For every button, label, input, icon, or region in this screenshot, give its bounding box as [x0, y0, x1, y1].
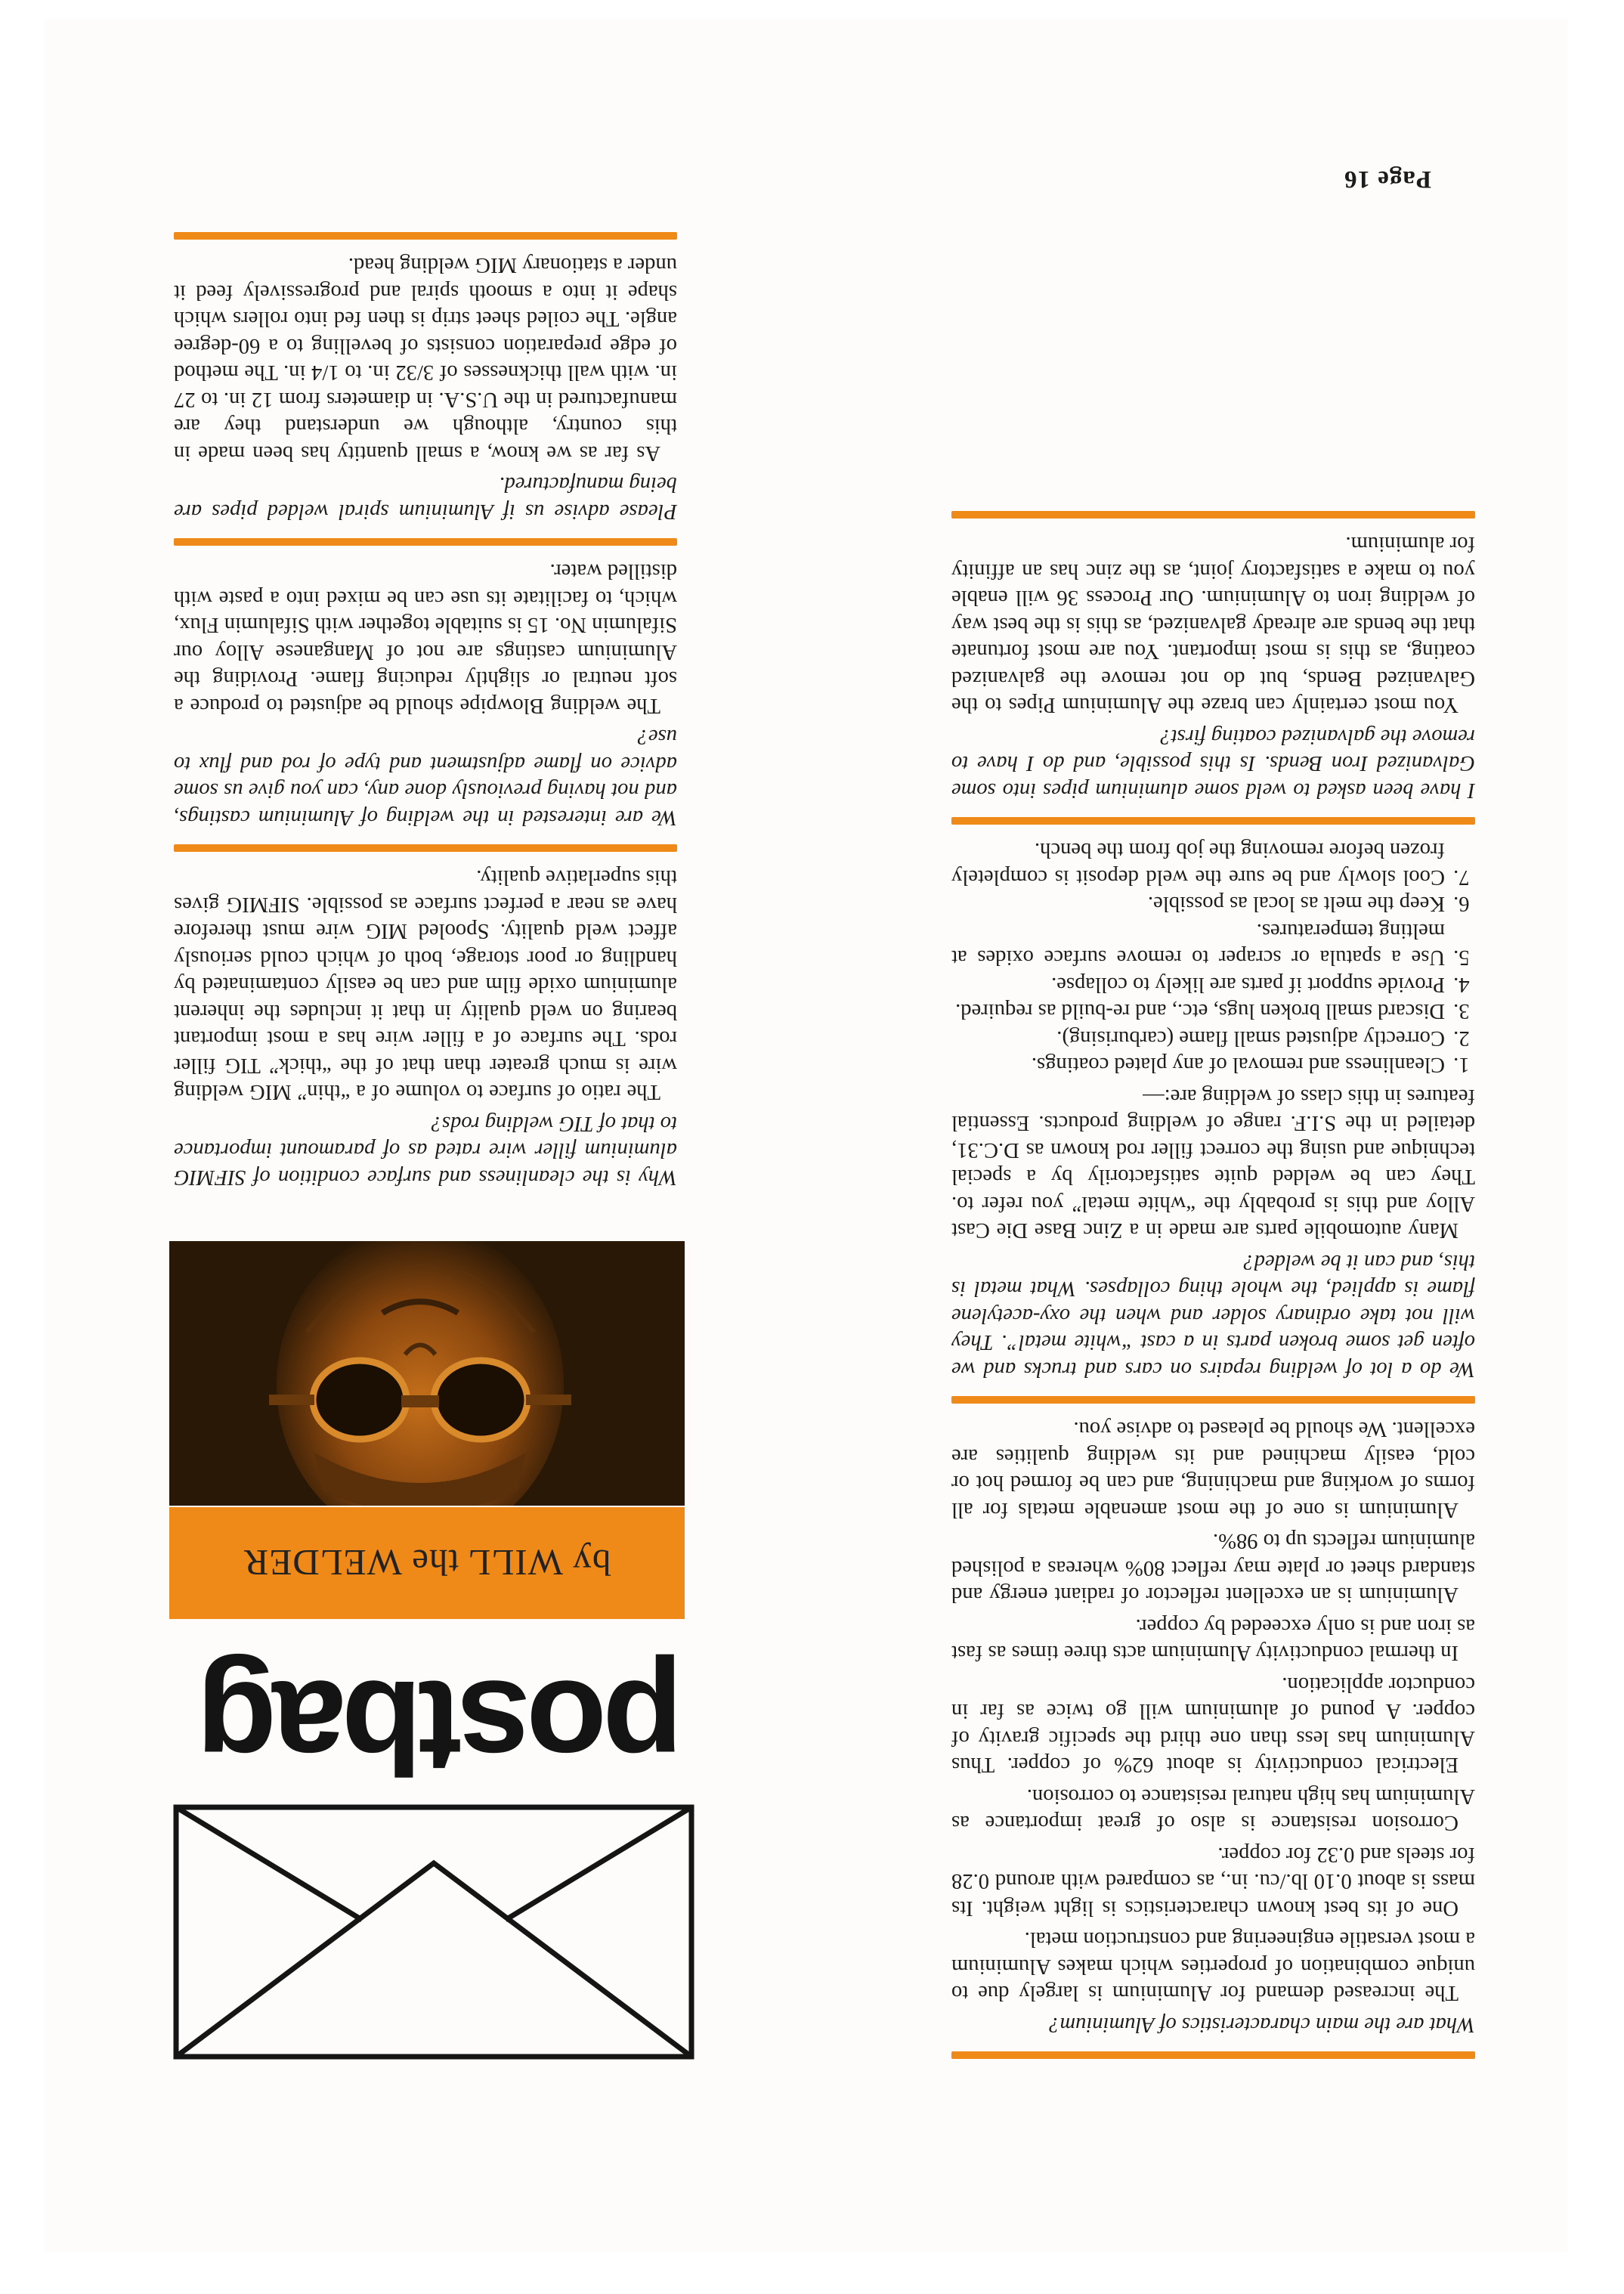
- orange-divider: [174, 844, 677, 852]
- byline-banner: [169, 1507, 685, 1619]
- orange-divider: [951, 2051, 1475, 2059]
- orange-divider: [951, 817, 1475, 825]
- answer-sifmig-surface: The ratio of surface to volume of a “thin” MIG welding wire is much greater than that of the “thick” TIG filler rods. The surface of a filler wire has a most important bearing on weld quality in that it includes the inherent aluminium oxide film and can be easily contaminated by handling or poor storage, both of which could seriously affect weld quality. Spooled MIG wire must therefore have as near a perfect surface as possible. SIFMIG gives this superlative quality.: [174, 865, 677, 1104]
- list-item: 3. Discard small broken lugs, etc., and re-build as required.: [951, 998, 1448, 1025]
- question-sifmig-surface: Why is the cleanliness and surface condition of SIFMIG aluminium filler wire rated as of paramount importance to that of TIG welding rods?: [174, 1112, 677, 1189]
- orange-divider: [951, 1396, 1475, 1404]
- list-item: 7. Cool slowly and be sure the weld deposit is completely frozen before removing the job from the bench.: [951, 837, 1448, 890]
- answer-paragraph: Corrosion resistance is also of great importance as Aluminium has high natural resistance to corrosion.: [951, 1785, 1475, 1835]
- question-white-metal: We do a lot of welding repairs on cars and trucks and we often get some broken parts in a cast “white metal”. They will not take ordinary solder and when the oxy-acetylene flame is applied, the whole thing collapses. What metal is this, and can it be welded?: [951, 1250, 1475, 1381]
- welding-steps-list: [951, 837, 1475, 1079]
- answer-paragraph: Electrical conductivity is about 62% of copper. Thus Aluminium has less than one third the specific gravity of copper. A pound of aluminium will go twice as far in conductor application.: [951, 1673, 1475, 1777]
- answer-galvanized-bends: You most certainly can braze the Aluminium Pipes to the Galvanized Bends, but do not remove the galvanized coating, as this is most important. You are most fortunate that the bends are already galvanized, as this is the best way of welding iron to Aluminium. Our Process 36 will enable you to make a satisfactory joint, as the zinc has an affinity for aluminium.: [951, 532, 1475, 717]
- orange-divider: [951, 511, 1475, 519]
- welder-goggles-photo: [169, 1241, 685, 1506]
- answer-paragraph: In thermal conductivity Aluminium acts three times as fast as iron and is only exceeded by copper.: [951, 1614, 1475, 1665]
- page-number: Page 16: [1343, 166, 1431, 193]
- welder-photo-icon: [169, 1241, 685, 1506]
- right-column: [951, 497, 1475, 2071]
- orange-divider: [174, 232, 677, 240]
- list-item: 6. Keep the melt as local as possible.: [951, 890, 1448, 918]
- brand-title: postbag: [200, 1653, 683, 1800]
- byline-text: by WILL the WELDER: [243, 1542, 611, 1584]
- orange-divider: [174, 538, 677, 546]
- list-item: 5. Use a spatula or scraper to remove surface oxides at melting temperatures.: [951, 918, 1448, 971]
- list-item: 4. Provide support if parts are likely to collapse.: [951, 971, 1448, 998]
- envelope-icon: [173, 1804, 694, 2060]
- question-aluminium-characteristics: What are the main characteristics of Aluminium?: [1049, 2013, 1475, 2036]
- answer-spiral-pipes: As far as we know, a small quantity has been made in this country, although we understand they are manufactured in the U.S.A. in diameters from 12 in. to 27 in. with wall thicknesses of 3/32 in. to 1/4 in. The method of edge preparation consists of bevelling to a 60-degree angle. The coiled sheet strip is then fed into rollers which shape it into a smooth spiral and progressively feed it under a stationary MIG welding head.: [174, 253, 677, 465]
- list-item: 2. Correctly adjusted small flame (carburising).: [951, 1025, 1448, 1052]
- question-spiral-pipes: Please advise us if Aluminium spiral welded pipes are being manufactured.: [174, 472, 677, 523]
- list-item: 1. Cleanliness and removal of any plated coatings.: [951, 1051, 1448, 1079]
- left-column: [174, 218, 677, 1190]
- answer-paragraph: Aluminium is an excellent reflector of radiant energy and standard sheet or plate may reflect 80% whereas a polished aluminium reflects up to 98%.: [951, 1529, 1475, 1607]
- answer-paragraph: Aluminium is one of the most amenable metals for all forms of working and machining, and can be formed hot or cold, easily machined and its welding qualities are excellent. We should be pleased to advise you.: [951, 1417, 1475, 1522]
- answer-paragraph: The increased demand for Aluminium is largely due to unique combination of properties which makes Aluminium a most versatile engineering and construction metal.: [951, 1927, 1475, 2005]
- question-aluminium-castings: We are interested in the welding of Aluminium castings, and not having previously done any, can you give us some advice on flame adjustment and type of rod and flux to use?: [174, 725, 677, 829]
- answer-aluminium-castings: The welding Blowpipe should be adjusted to produce a soft neutral or slightly reducing flame. Providing the Aluminium castings are not of Manganese Alloy our Sifalumin No. 15 is suitable together with Sifalumin Flux, which, to facilitate its use can be mixed into a paste with distilled water.: [174, 559, 677, 717]
- answer-white-metal: Many automobile parts are made in a Zinc Base Die Cast Alloy and this is probably the “white metal” you refer to. They can be welded quite satisfactorily by a special technique and using the correct filler rod known as D.C.31, detailed in the S.I.F. range of welding products. Essential features in this class of welding are:—: [951, 1085, 1475, 1243]
- answer-paragraph: One of its best known characteristics is light weight. Its mass is about 0.10 lb./cu. in., as compared with around 0.28 for steels and 0.32 for copper.: [951, 1843, 1475, 1920]
- question-galvanized-bends: I have been asked to weld some aluminium pipes into some Galvanized Iron Bends. Is this possible, and do I have to remove the galvanized coating first?: [951, 725, 1475, 802]
